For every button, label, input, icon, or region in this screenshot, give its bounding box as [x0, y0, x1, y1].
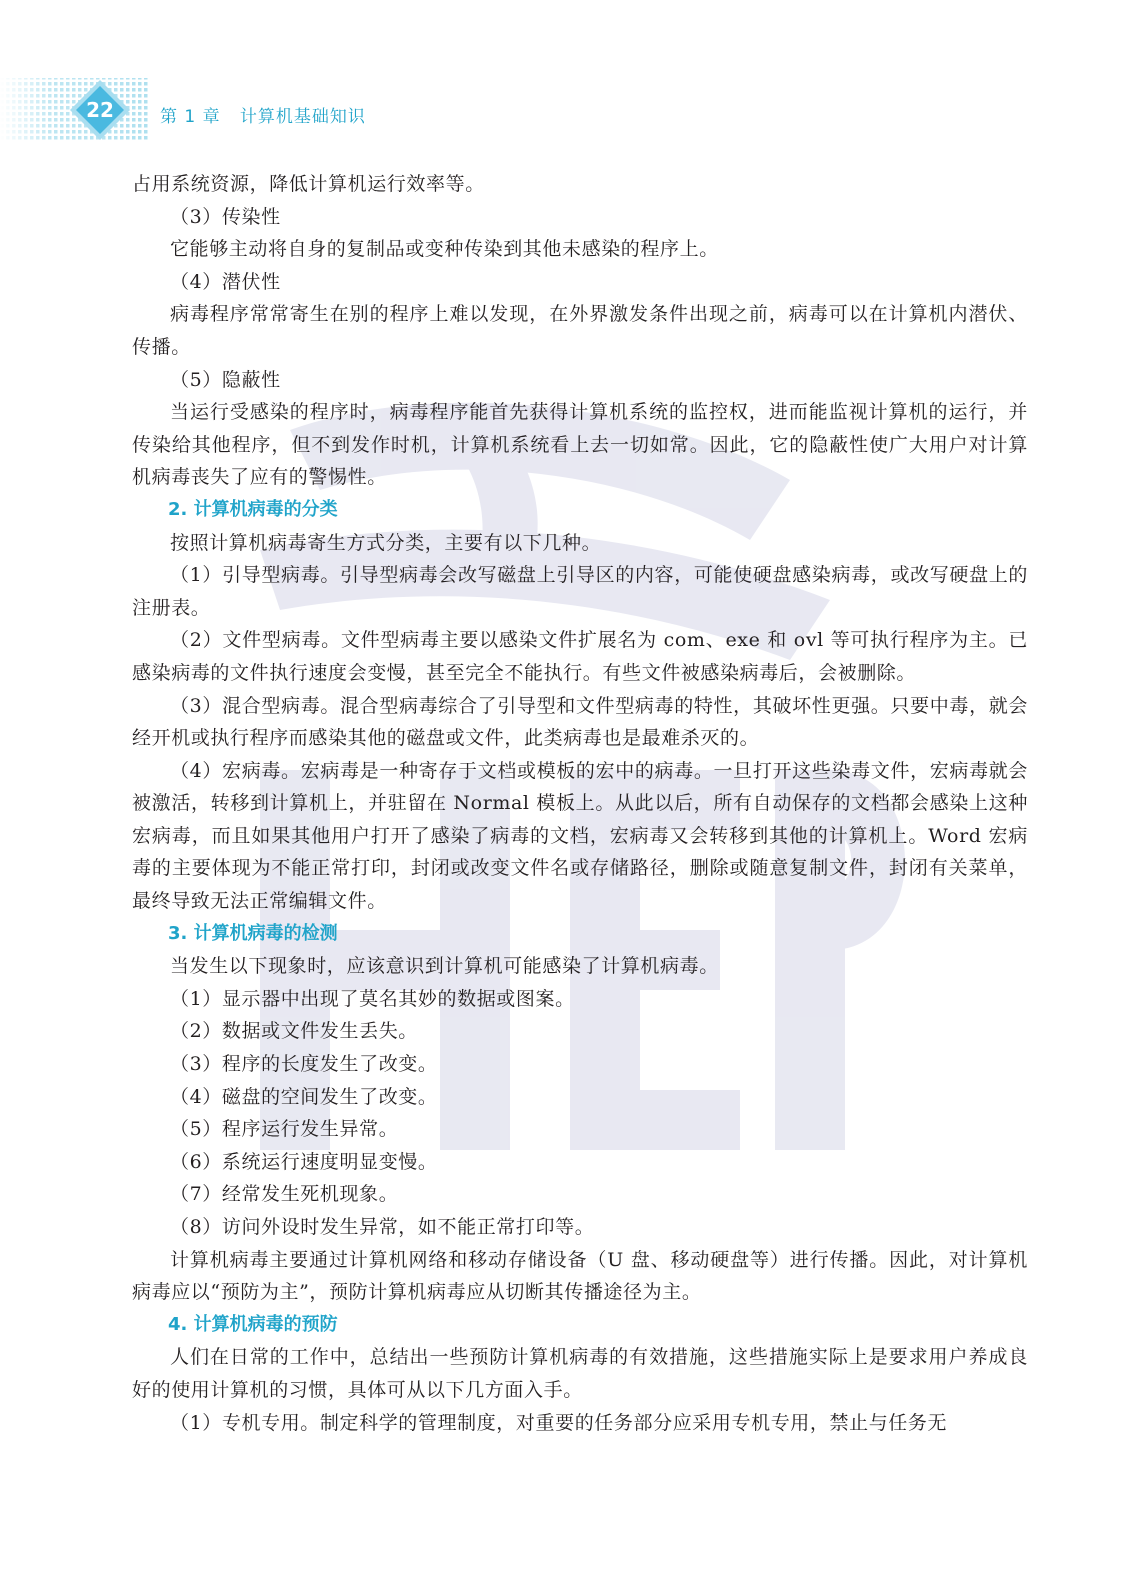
paragraph: （1）专机专用。制定科学的管理制度，对重要的任务部分应采用专机专用，禁止与任务无 — [170, 1411, 948, 1434]
paragraph: 人们在日常的工作中，总结出一些预防计算机病毒的有效措施，这些措施实际上是要求用户养成良好的使用计算机的习惯，具体可从以下几方面入手。 — [132, 1346, 1028, 1401]
paragraph: （5）程序运行发生异常。 — [170, 1118, 399, 1141]
page-header — [0, 70, 1127, 150]
page-body — [132, 168, 1028, 1439]
paragraph: （4）磁盘的空间发生了改变。 — [170, 1085, 438, 1108]
paragraph: （5）隐蔽性 — [170, 368, 281, 391]
paragraph: 当运行受感染的程序时，病毒程序能首先获得计算机系统的监控权，进而能监视计算机的运行，并传染给其他程序，但不到发作时机，计算机系统看上去一切如常。因此，它的隐蔽性使广大用户对计算机病毒丧失了应有的警惕性。 — [132, 401, 1028, 489]
paragraph: （2）数据或文件发生丢失。 — [170, 1020, 418, 1043]
paragraph: （3）程序的长度发生了改变。 — [170, 1053, 438, 1076]
paragraph: 当发生以下现象时，应该意识到计算机可能感染了计算机病毒。 — [170, 955, 719, 978]
section-heading: 4. 计算机病毒的预防 — [168, 1313, 338, 1335]
section-heading: 3. 计算机病毒的检测 — [168, 922, 338, 944]
paragraph: （1）显示器中出现了莫名其妙的数据或图案。 — [170, 987, 575, 1010]
page-number: 22 — [86, 98, 114, 122]
paragraph: 病毒程序常常寄生在别的程序上难以发现，在外界激发条件出现之前，病毒可以在计算机内潜伏、传播。 — [132, 303, 1028, 358]
paragraph: （7）经常发生死机现象。 — [170, 1183, 399, 1206]
paragraph: 占用系统资源，降低计算机运行效率等。 — [132, 173, 485, 195]
paragraph: （3）混合型病毒。混合型病毒综合了引导型和文件型病毒的特性，其破坏性更强。只要中毒，就会经开机或执行程序而感染其他的磁盘或文件，此类病毒也是最难杀灭的。 — [132, 694, 1028, 750]
paragraph: （8）访问外设时发生异常，如不能正常打印等。 — [170, 1216, 595, 1238]
paragraph: （1）引导型病毒。引导型病毒会改写磁盘上引导区的内容，可能使硬盘感染病毒，或改写硬盘上的注册表。 — [132, 564, 1028, 619]
paragraph: （4）宏病毒。宏病毒是一种寄存于文档或模板的宏中的病毒。一旦打开这些染毒文件，宏病毒就会被激活，转移到计算机上，并驻留在 Normal 模板上。从此以后，所有自动保存的文档都会感染上这种宏病毒，而且如果其他用户打开了感染了病毒的文档，宏病毒又会转移到其他的计算机上。Word 宏病毒的主要体现为不能正常打印，封闭或改变文件名或存储路径，删除或随意复制文件，封闭有关菜单，最终导致无法正常编辑文件。 — [132, 759, 1028, 913]
chapter-title: 第 1 章 计算机基础知识 — [160, 107, 366, 127]
paragraph: 计算机病毒主要通过计算机网络和移动存储设备（U 盘、移动硬盘等）进行传播。因此，对计算机病毒应以“预防为主”，预防计算机病毒应从切断其传播途径为主。 — [132, 1248, 1028, 1304]
paragraph: （3）传染性 — [170, 205, 281, 228]
paragraph: 按照计算机病毒寄生方式分类，主要有以下几种。 — [170, 531, 602, 554]
paragraph: （6）系统运行速度明显变慢。 — [170, 1150, 438, 1173]
section-heading: 2. 计算机病毒的分类 — [168, 498, 338, 520]
paragraph: 它能够主动将自身的复制品或变种传染到其他未感染的程序上。 — [170, 238, 719, 261]
paragraph: （4）潜伏性 — [170, 270, 281, 293]
paragraph: （2）文件型病毒。文件型病毒主要以感染文件扩展名为 com、exe 和 ovl 等可执行程序为主。已感染病毒的文件执行速度会变慢，甚至完全不能执行。有些文件被感染病毒后，会被删除。 — [132, 629, 1028, 684]
